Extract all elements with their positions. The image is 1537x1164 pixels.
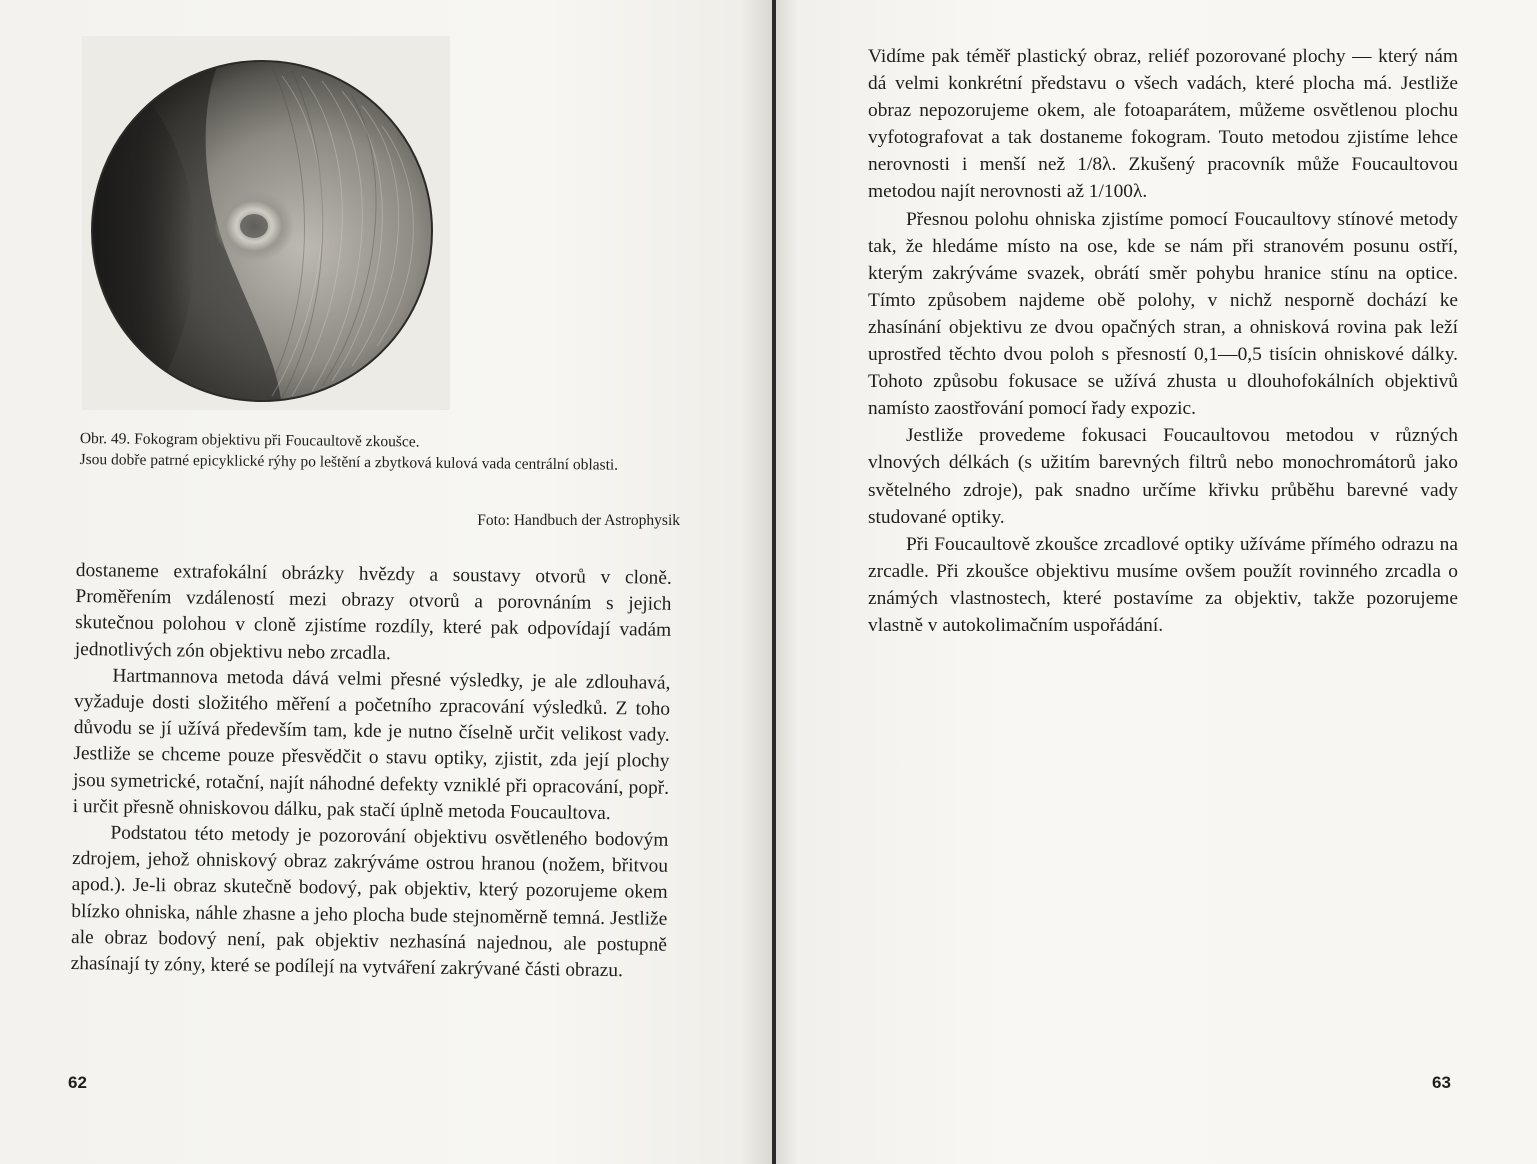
caption-line-1: Obr. 49. Fokogram objektivu při Foucaultově zkoušce. bbox=[79, 429, 420, 451]
paragraph: Přesnou polohu ohniska zjistíme pomocí Foucaultovy stínové metody tak, že hledáme místo na ose, kde se nám při stranovém posunu ostří, kterým zakrýváme svazek, obrátí směr pohybu hranice stínu na optice. Tímto způsobem najdeme obě polohy, v nichž nesporně dochází ke zhasínání objektivu ze dvou opačných stran, a ohnisková rovina pak leží uprostřed těchto dvou poloh s přesností 0,1—0,5 tisícin ohniskové dálky. Tohoto způsobu fokusace se užívá zhusta u dlouhofokálních objektivů namísto zaostřování pomocí řady expozic. bbox=[868, 208, 1458, 420]
paragraph-text: . bbox=[1142, 181, 1148, 203]
page-number-right: 63 bbox=[1432, 1073, 1451, 1092]
paragraph: Jestliže provedeme fokusaci Foucaultovou metodou v různých vlnových délkách (s užitím barevných filtrů nebo monochromátorů jako světelného zdroje), pak snadno určíme křivku průběhu barevné vady studované optiky. bbox=[868, 425, 1458, 528]
paragraph bbox=[868, 43, 1458, 206]
caption-line-2: Jsou dobře patrné epicyklické rýhy po leštění a zbytková kulová vada centrální oblasti. bbox=[79, 450, 619, 474]
paragraph: dostaneme extrafokální obrázky hvězdy a soustavy otvorů v cloně. Proměřením vzdáleností mezi obrazy otvorů a porovnáním s jejich skutečnou polohou v cloně zjistíme rozdíly, které pak odpovídají vadám jednotlivých zón objektivu nebo zrcadla. bbox=[74, 559, 672, 664]
fraction-one-eighth-lambda: 1/8λ bbox=[1077, 154, 1112, 176]
paragraph-text: Vidíme pak téměř plastický obraz, reliéf pozorované plochy — který nám dá velmi konkrétní představu o všech vadách, které plocha má. Jestliže obraz nepozorujeme okem, ale fotoaparátem, můžeme osvětlenou plochu vyfotografovat a tak dostaneme fokogram. Touto metodou zjistíme lehce nerovnosti i menší než bbox=[868, 46, 1458, 176]
fokogram-image bbox=[82, 36, 450, 410]
photo-credit: Foto: Handbuch der Astrophysik bbox=[477, 512, 680, 529]
left-body-text bbox=[71, 558, 672, 985]
paragraph-text: . Zkušený pracovník může Foucaultovou metodou najít nerovnosti až bbox=[868, 154, 1458, 203]
paragraph: Hartmannova metoda dává velmi přesné výsledky, je ale zdlouhavá, vyžaduje dosti složitého měření a početního zpracování výsledků. Z toho důvodu se jí užívá především tam, kde je nutno číselně určit velikost vady. Jestliže se chceme pouze přesvědčit o stavu optiky, zjistit, zda její plochy jsou symetrické, rotační, najít náhodné defekty vzniklé při opracování, popř. i určit přesně ohniskovou dálku, pak stačí úplně metoda Foucaultova. bbox=[72, 665, 671, 824]
page-number-left: 62 bbox=[68, 1073, 87, 1092]
foucault-fokogram-photo bbox=[82, 36, 450, 410]
fraction-one-hundredth-lambda: 1/100λ bbox=[1088, 181, 1143, 203]
figure-caption bbox=[80, 428, 680, 476]
paragraph: Podstatou této metody je pozorování objektivu osvětleného bodovým zdrojem, jehož ohniskový obraz zakrýváme ostrou hranou (nožem, břitvou apod.). Je-li obraz skutečně bodový, pak objektiv, který pozorujeme okem blízko ohniska, náhle zhasne a jeho plocha bude stejnoměrně temná. Jestliže ale obraz bodový není, pak objektiv nezhasíná najednou, ale postupně zhasínají ty zóny, které se podílejí na vytváření zakrývané části obrazu. bbox=[70, 822, 669, 982]
paragraph: Při Foucaultově zkoušce zrcadlové optiky užíváme přímého odrazu na zrcadle. Při zkoušce objektivu musíme ovšem použít rovinného zrcadla o známých vlastnostech, které postavíme za objektiv, takže pozorujeme vlastně v autokolimačním uspořádání. bbox=[868, 533, 1458, 636]
right-body-text bbox=[868, 43, 1458, 639]
